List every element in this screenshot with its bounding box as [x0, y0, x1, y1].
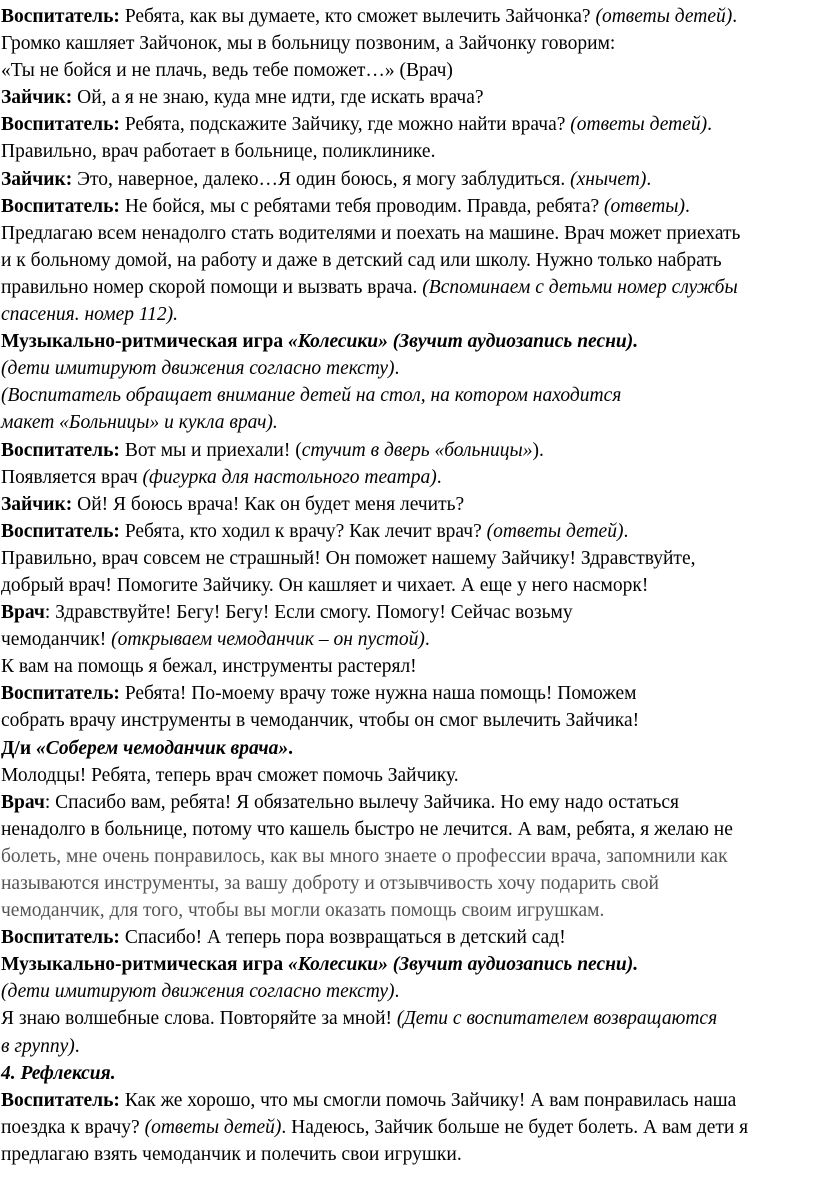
body-text: Ребята, подскажите Зайчику, где можно найти врача?: [119, 114, 571, 136]
text-line: [0, 1114, 816, 1141]
body-text: болеть, мне очень понравилось, как вы много знаете о профессии врача, запомнили как: [1, 845, 728, 867]
text-line: [0, 84, 816, 111]
body-text: Как же хорошо, что мы смогли помочь Зайчику! А вам понравилась наша: [119, 1089, 737, 1111]
body-text: называются инструменты, за вашу доброту и отзывчивость хочу подарить свой: [1, 873, 659, 894]
text-line: [0, 3, 816, 30]
text-line: [0, 518, 816, 545]
stage-direction-text: (ответы детей): [486, 520, 624, 542]
stage-direction-text: (дети имитируют движения согласно тексту): [1, 358, 395, 380]
text-line: [0, 978, 816, 1005]
text-line: [0, 355, 816, 382]
speaker-or-heading-text: Д/и: [1, 737, 36, 759]
text-line: [0, 437, 816, 464]
text-line: [0, 328, 816, 355]
speaker-or-heading-text: 4. Рефлексия.: [1, 1062, 116, 1084]
body-text: правильно номер скорой помощи и вызвать врача.: [1, 276, 423, 298]
text-line: [0, 1087, 816, 1114]
text-line: [0, 816, 816, 843]
body-text: Спасибо! А теперь пора возвращаться в детский сад!: [119, 927, 566, 949]
body-text: . Надеюсь, Зайчик больше не будет болеть. А вам дети я: [281, 1116, 749, 1138]
speaker-or-heading-text: Врач: [1, 602, 45, 624]
text-line: [0, 491, 816, 518]
text-line: [0, 735, 816, 762]
body-text: : Здравствуйте! Бегу! Бегу! Если смогу. Помогу! Сейчас возьму: [44, 602, 573, 624]
speaker-or-heading-text: Воспитатель:: [1, 683, 120, 705]
body-text: .: [646, 168, 652, 190]
stage-direction-text: (ответы детей): [595, 6, 733, 27]
stage-direction-text: в группу): [1, 1035, 75, 1057]
text-line: [0, 166, 816, 193]
text-line: [0, 626, 816, 653]
body-text: .: [707, 114, 712, 136]
speaker-or-heading-text: Музыкально-ритмическая игра: [1, 954, 288, 976]
stage-direction-text: стучит в дверь «больницы»: [301, 439, 533, 461]
speaker-or-heading-text: Воспитатель:: [1, 520, 120, 542]
speaker-or-heading-text: «Соберем чемоданчик врача»: [35, 737, 289, 759]
body-text: и к больному домой, на работу и даже в детский сад или школу. Нужно только набрать: [1, 249, 722, 271]
text-line: [0, 572, 816, 599]
text-line: [0, 138, 816, 165]
stage-direction-text: (ответы): [604, 195, 686, 217]
stage-direction-text: (хнычет): [570, 168, 647, 190]
text-line: [0, 274, 816, 301]
body-text: .: [436, 466, 442, 488]
text-line: [0, 870, 816, 897]
body-text: «Ты не бойся и не плачь, ведь тебе поможет…» (Врач): [1, 60, 453, 82]
body-text: : Спасибо вам, ребята! Я обязательно вылечу Зайчика. Но ему надо остаться: [44, 791, 680, 813]
text-line: [0, 111, 816, 138]
body-text: добрый врач! Помогите Зайчику. Он кашляет и чихает. А еще у него насморк!: [1, 574, 649, 596]
text-line: [0, 897, 816, 924]
body-text: поездка к врачу?: [1, 1116, 145, 1138]
body-text: Предлагаю всем ненадолго стать водителями и поехать на машине. Врач может приехать: [1, 222, 741, 244]
body-text: Это, наверное, далеко…Я один боюсь, я могу заблудиться.: [72, 168, 571, 190]
text-line: [0, 382, 816, 409]
speaker-or-heading-text: Воспитатель:: [1, 6, 120, 27]
body-text: Появляется врач: [1, 466, 143, 488]
text-line: [0, 1005, 816, 1032]
text-line: [0, 707, 816, 734]
speaker-or-heading-text: Воспитатель:: [1, 927, 120, 949]
body-text: Ой, а я не знаю, куда мне идти, где искать врача?: [72, 87, 484, 109]
body-text: ).: [532, 439, 544, 461]
text-line: [0, 1060, 816, 1087]
stage-direction-text: (дети имитируют движения согласно тексту): [1, 981, 395, 1003]
stage-direction-text: спасения. номер 112).: [1, 304, 179, 326]
text-line: [0, 409, 816, 436]
speaker-or-heading-text: Зайчик:: [1, 168, 73, 190]
speaker-or-heading-text: Музыкально-ритмическая игра: [1, 331, 288, 353]
body-text: .: [394, 358, 400, 380]
speaker-or-heading-text: Зайчик:: [1, 87, 73, 109]
body-text: .: [732, 6, 738, 27]
body-text: Ой! Я боюсь врача! Как он будет меня лечить?: [72, 493, 465, 515]
speaker-or-heading-text: «Колесики» (Звучит аудиозапись песни).: [287, 954, 639, 976]
body-text: предлагаю взять чемоданчик и полечить свои игрушки.: [1, 1143, 462, 1165]
body-text: чемоданчик!: [1, 629, 112, 651]
stage-direction-text: (Вспоминаем с детьми номер службы: [422, 276, 738, 298]
body-text: чемоданчик, для того, чтобы вы могли оказать помощь своим игрушкам.: [1, 900, 605, 922]
stage-direction-text: (открываем чемоданчик – он пустой): [111, 629, 425, 651]
text-line: [0, 1141, 816, 1168]
body-text: .: [74, 1035, 80, 1057]
body-text: Вот мы и приехали! (: [119, 439, 302, 461]
text-line: [0, 220, 816, 247]
text-line: [0, 924, 816, 951]
body-text: .: [685, 195, 690, 217]
text-line: [0, 464, 816, 491]
text-line: [0, 653, 816, 680]
text-line: [0, 193, 816, 220]
text-line: [0, 1033, 816, 1060]
body-text: Не бойся, мы с ребятами тебя проводим. Правда, ребята?: [119, 195, 605, 217]
text-line: [0, 30, 816, 57]
stage-direction-text: (Воспитатель обращает внимание детей на стол, на котором находится: [1, 385, 622, 407]
stage-direction-text: макет «Больницы» и кукла врач).: [1, 412, 278, 434]
body-text: Правильно, врач совсем не страшный! Он поможет нашему Зайчику! Здравствуйте,: [1, 547, 696, 569]
body-text: Ребята, кто ходил к врачу? Как лечит врач?: [119, 520, 487, 542]
body-text: .: [394, 981, 400, 1003]
body-text: .: [623, 520, 629, 542]
body-text: Я знаю волшебные слова. Повторяйте за мной!: [1, 1008, 397, 1030]
text-line: [0, 951, 816, 978]
text-line: [0, 843, 816, 870]
text-line: [0, 599, 816, 626]
speaker-or-heading-text: Воспитатель:: [1, 114, 120, 136]
speaker-or-heading-text: Воспитатель:: [1, 1089, 120, 1111]
body-text: .: [424, 629, 430, 651]
body-text: Правильно, врач работает в больнице, поликлинике.: [1, 141, 436, 163]
speaker-or-heading-text: Врач: [1, 791, 45, 813]
text-line: [0, 762, 816, 789]
stage-direction-text: (ответы детей): [144, 1116, 282, 1138]
text-line: [0, 680, 816, 707]
text-line: [0, 789, 816, 816]
text-line: [0, 247, 816, 274]
speaker-or-heading-text: Воспитатель:: [1, 195, 120, 217]
body-text: Ребята! По-моему врачу тоже нужна наша помощь! Поможем: [119, 683, 637, 705]
body-text: К вам на помощь я бежал, инструменты растерял!: [1, 656, 417, 678]
stage-direction-text: (фигурка для настольного театра): [142, 466, 437, 488]
body-text: Ребята, как вы думаете, кто сможет вылечить Зайчонка?: [119, 6, 596, 27]
stage-direction-text: (Дети с воспитателем возвращаются: [396, 1008, 718, 1030]
speaker-or-heading-text: Воспитатель:: [1, 439, 120, 461]
text-line: [0, 57, 816, 84]
body-text: Громко кашляет Зайчонок, мы в больницу позвоним, а Зайчонку говорим:: [1, 33, 616, 55]
speaker-or-heading-text: Зайчик:: [1, 493, 73, 515]
speaker-or-heading-text: .: [288, 737, 294, 759]
text-line: [0, 545, 816, 572]
body-text: Молодцы! Ребята, теперь врач сможет помочь Зайчику.: [1, 764, 459, 786]
text-line: [0, 301, 816, 328]
body-text: собрать врачу инструменты в чемоданчик, чтобы он смог вылечить Зайчика!: [1, 710, 640, 732]
body-text: ненадолго в больнице, потому что кашель быстро не лечится. А вам, ребята, я желаю не: [1, 818, 733, 840]
stage-direction-text: (ответы детей): [570, 114, 708, 136]
speaker-or-heading-text: «Колесики» (Звучит аудиозапись песни).: [287, 331, 639, 353]
